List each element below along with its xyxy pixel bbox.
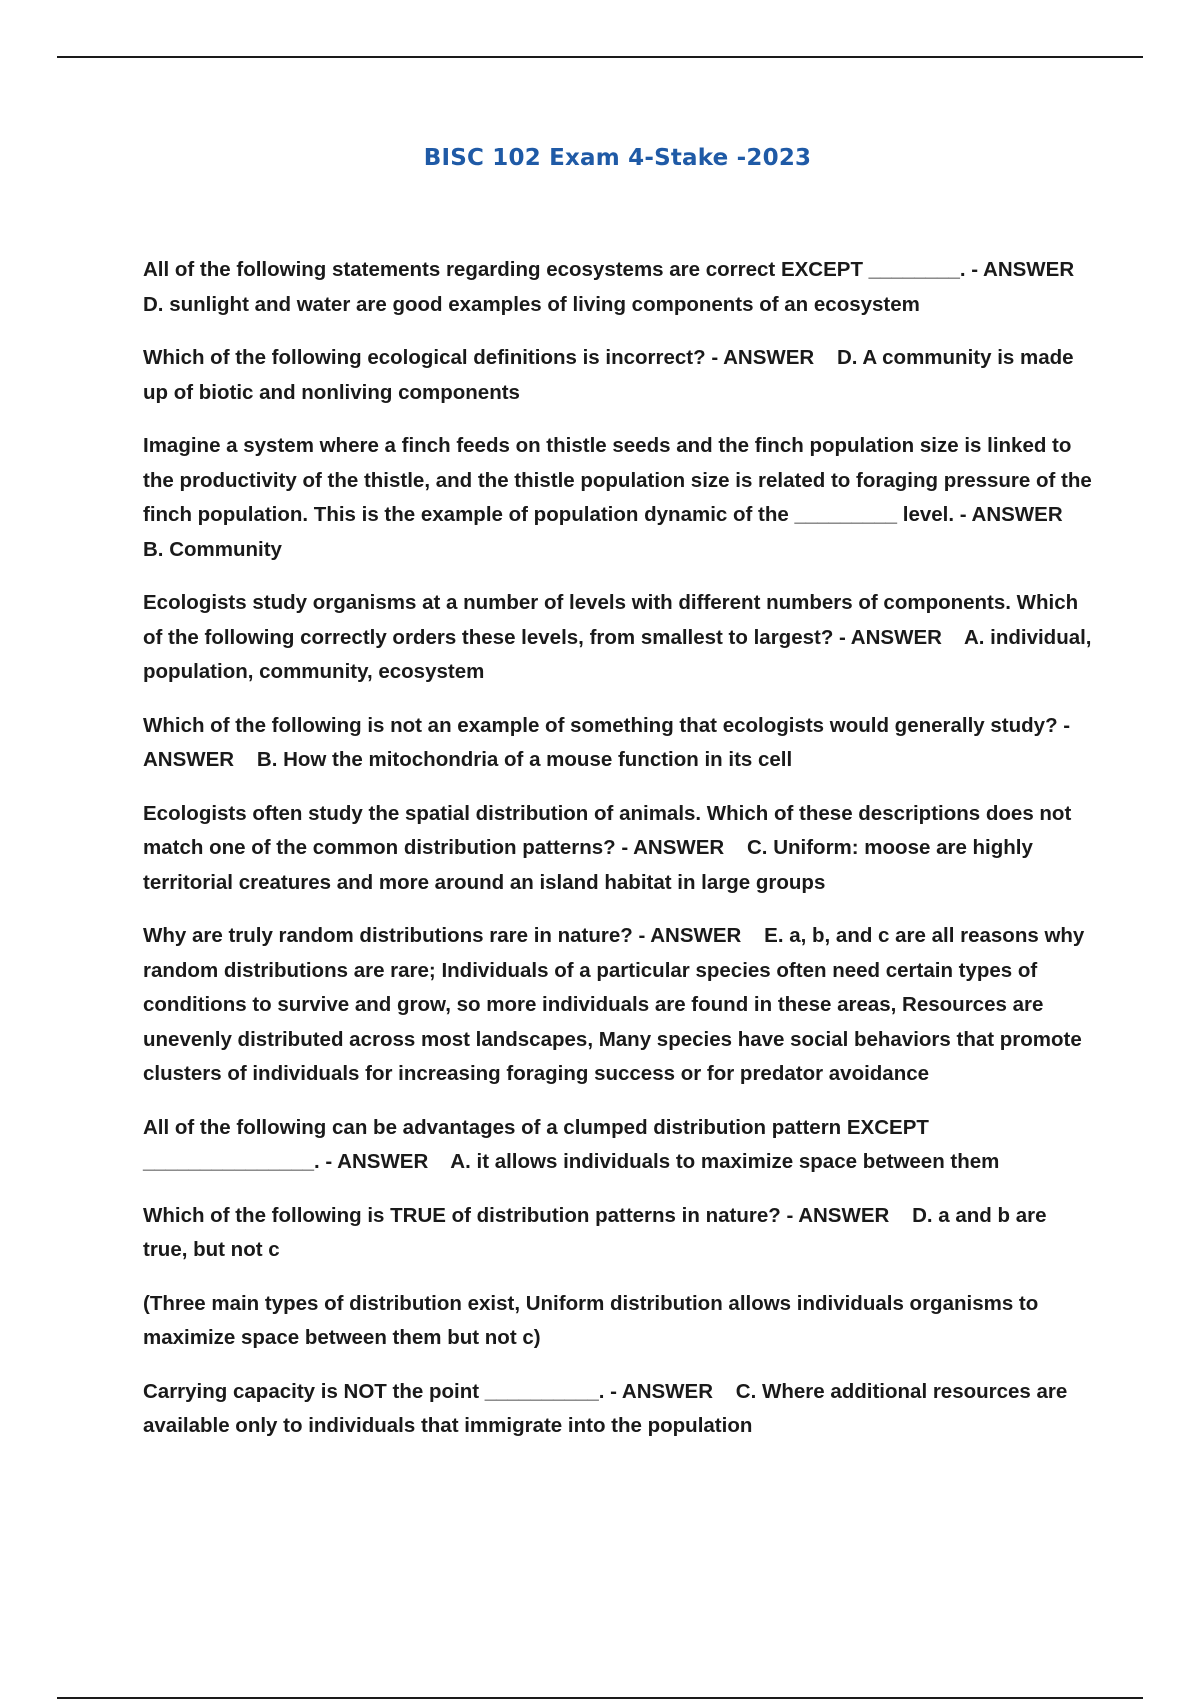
question-item: Which of the following is not an example of something that ecologists would generally study? - ANSWER B. How the mitochondria of a mouse function in its cell bbox=[143, 713, 1076, 771]
question-item: Imagine a system where a finch feeds on thistle seeds and the finch population size is linked to the productivity of the thistle, and the thistle population size is related to foraging pressure of the finch population. This is the example of population dynamic of the _________ level. - ANSWER B. Community bbox=[143, 434, 1098, 561]
question-item: Which of the following is TRUE of distribution patterns in nature? - ANSWER D. a and b are true, but not c bbox=[143, 1203, 1053, 1261]
question-item: All of the following can be advantages of a clumped distribution pattern EXCEPT _______________. - ANSWER A. it allows individuals to maximize space between them bbox=[143, 1115, 1000, 1173]
question-item: Why are truly random distributions rare in nature? - ANSWER E. a, b, and c are all reasons why random distributions are rare; Individuals of a particular species often need certain types of conditions to survive and grow, so more individuals are found in these areas, Resources are unevenly distributed across most landscapes, Many species have social behaviors that promote clusters of individuals for increasing foraging success or for predator avoidance bbox=[143, 924, 1091, 1085]
document-title: BISC 102 Exam 4-Stake -2023 bbox=[423, 145, 812, 171]
question-item: Ecologists study organisms at a number of levels with different numbers of components. Which of the following correctly orders these levels, from smallest to largest? - ANSWER A. individual, population, community, ecosystem bbox=[143, 591, 1098, 683]
question-item: Which of the following ecological definitions is incorrect? - ANSWER D. A community is made up of biotic and nonliving components bbox=[143, 346, 1080, 404]
question-list bbox=[143, 253, 1098, 1463]
question-item: Ecologists often study the spatial distribution of animals. Which of these descriptions does not match one of the common distribution patterns? - ANSWER C. Uniform: moose are highly territorial creatures and more around an island habitat in large groups bbox=[143, 801, 1077, 894]
question-item: All of the following statements regarding ecosystems are correct EXCEPT ________. - ANSWER D. sunlight and water are good examples of living components of an ecosystem bbox=[143, 258, 1080, 316]
question-note: (Three main types of distribution exist, Uniform distribution allows individuals organisms to maximize space between them but not c) bbox=[143, 1291, 1044, 1349]
question-item: Carrying capacity is NOT the point __________. - ANSWER C. Where additional resources are available only to individuals that immigrate into the population bbox=[143, 1379, 1074, 1437]
top-divider bbox=[57, 56, 1143, 58]
bottom-divider bbox=[57, 1697, 1143, 1699]
